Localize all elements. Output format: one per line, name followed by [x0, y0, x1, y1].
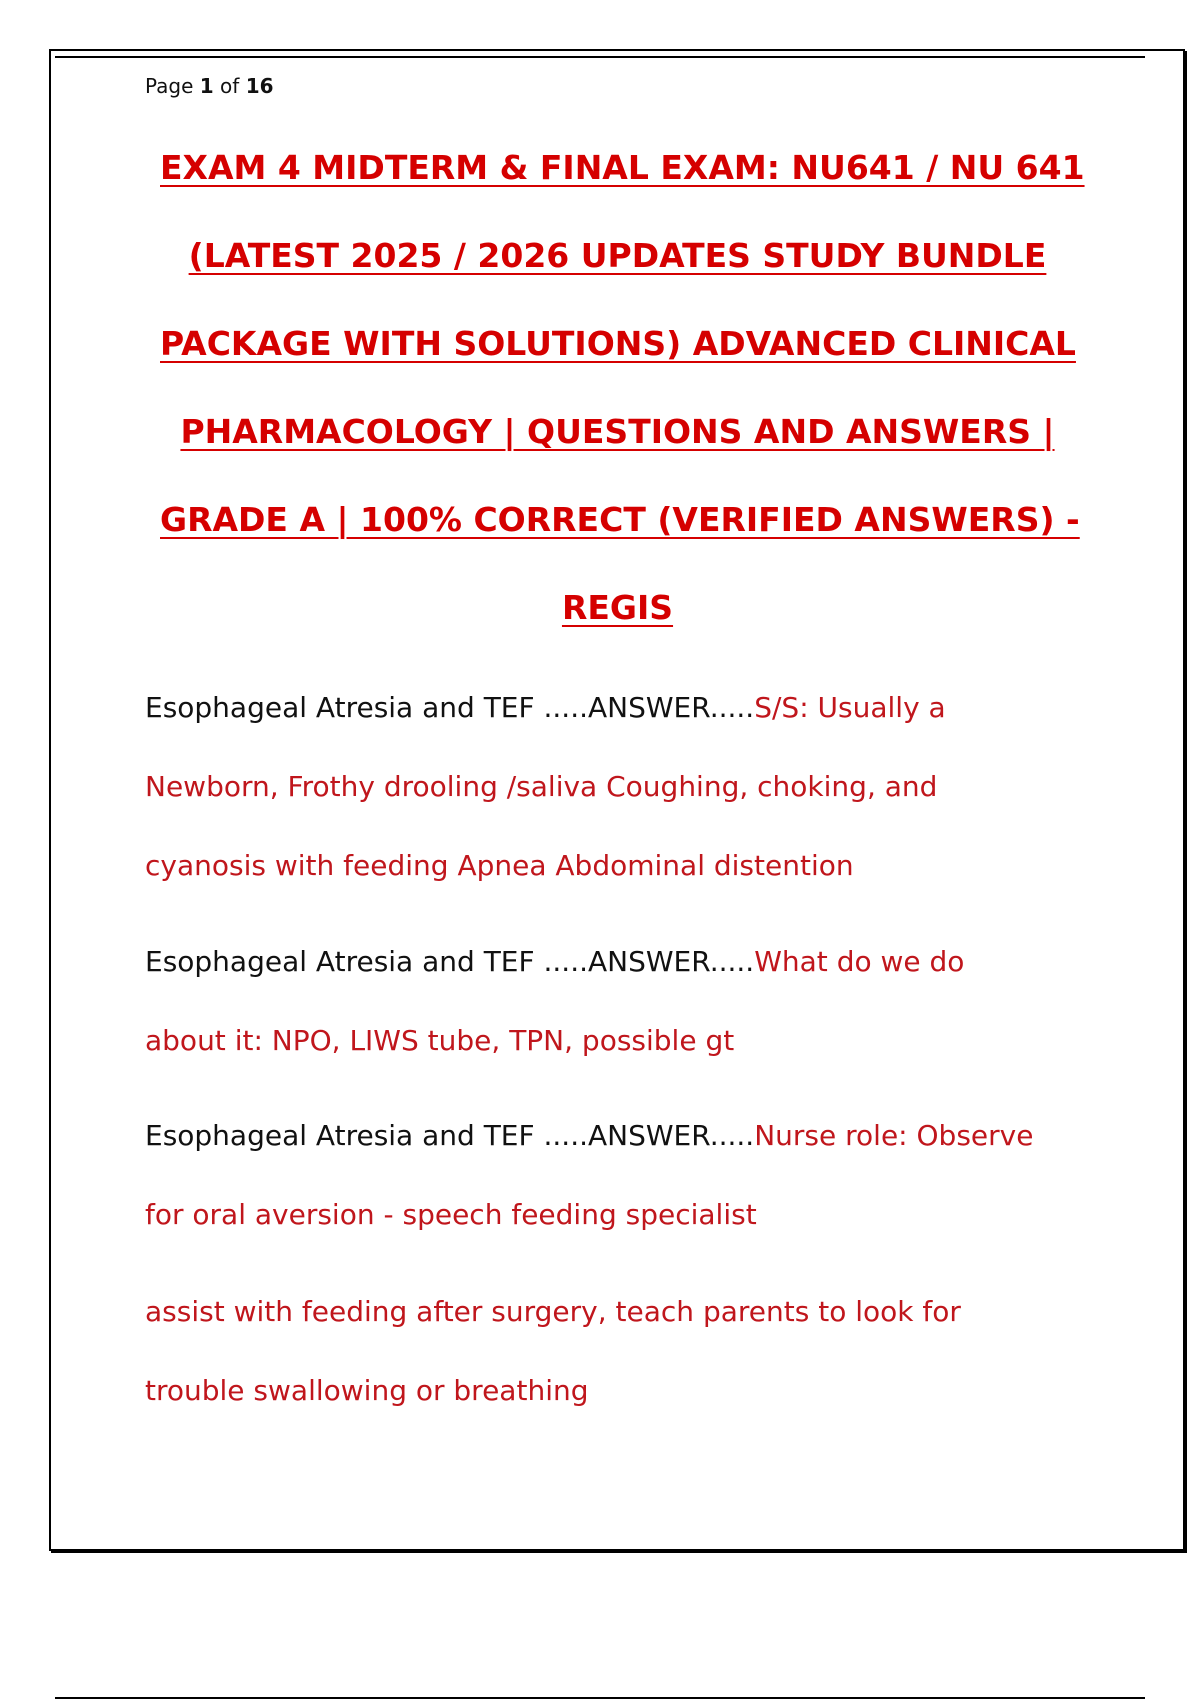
page-number-prefix: Page: [145, 74, 200, 98]
qa-first-line: [145, 668, 1105, 747]
qa-answer: What do we do: [754, 945, 965, 978]
page-number-current: 1: [199, 74, 214, 98]
qa-first-line: [145, 1096, 1105, 1175]
title-line-text: EXAM 4 MIDTERM & FINAL EXAM: NU641 / NU 641: [160, 148, 1085, 187]
qa-item-3: [145, 1096, 1105, 1254]
qa-extra: [145, 1272, 1105, 1430]
qa-item-2: [145, 922, 1105, 1080]
qa-first-line: [145, 922, 1105, 1001]
page-number-of: of: [213, 74, 246, 98]
qa-question: Esophageal Atresia and TEF .....ANSWER.....: [145, 945, 755, 978]
qa-answer-line: cyanosis with feeding Apnea Abdominal distention: [145, 849, 854, 882]
top-rule: [55, 56, 1145, 58]
title-line: [160, 492, 1080, 580]
qa-answer-line: about it: NPO, LIWS tube, TPN, possible gt: [145, 1024, 735, 1057]
title-line: [160, 316, 1075, 404]
bottom-rule: [55, 1697, 1145, 1699]
title-line-text: PHARMACOLOGY | QUESTIONS AND ANSWERS |: [180, 412, 1055, 451]
qa-answer-line: trouble swallowing or breathing: [145, 1374, 589, 1407]
page-number-total: 16: [245, 74, 274, 98]
title-line-text: (LATEST 2025 / 2026 UPDATES STUDY BUNDLE: [188, 236, 1047, 275]
title-line-text: GRADE A | 100% CORRECT (VERIFIED ANSWERS) -: [160, 500, 1080, 539]
qa-question: Esophageal Atresia and TEF .....ANSWER.....: [145, 1119, 755, 1152]
title-line-text: PACKAGE WITH SOLUTIONS) ADVANCED CLINICAL: [160, 324, 1076, 363]
qa-answer: Nurse role: Observe: [754, 1119, 1034, 1152]
page-number: [145, 74, 274, 98]
qa-answer-line: Newborn, Frothy drooling /saliva Coughing, choking, and: [145, 770, 938, 803]
title-line: [160, 580, 1075, 668]
qa-item-1: [145, 668, 1105, 905]
qa-answer-line: for oral aversion - speech feeding specialist: [145, 1198, 757, 1231]
title-line: [160, 404, 1075, 492]
qa-question: Esophageal Atresia and TEF .....ANSWER.....: [145, 691, 755, 724]
qa-answer: S/S: Usually a: [754, 691, 946, 724]
title-line: [160, 228, 1075, 316]
document-title: [160, 140, 1085, 668]
qa-answer-line: assist with feeding after surgery, teach parents to look for: [145, 1295, 961, 1328]
title-line-text: REGIS: [561, 588, 674, 627]
title-line: [160, 140, 1085, 228]
